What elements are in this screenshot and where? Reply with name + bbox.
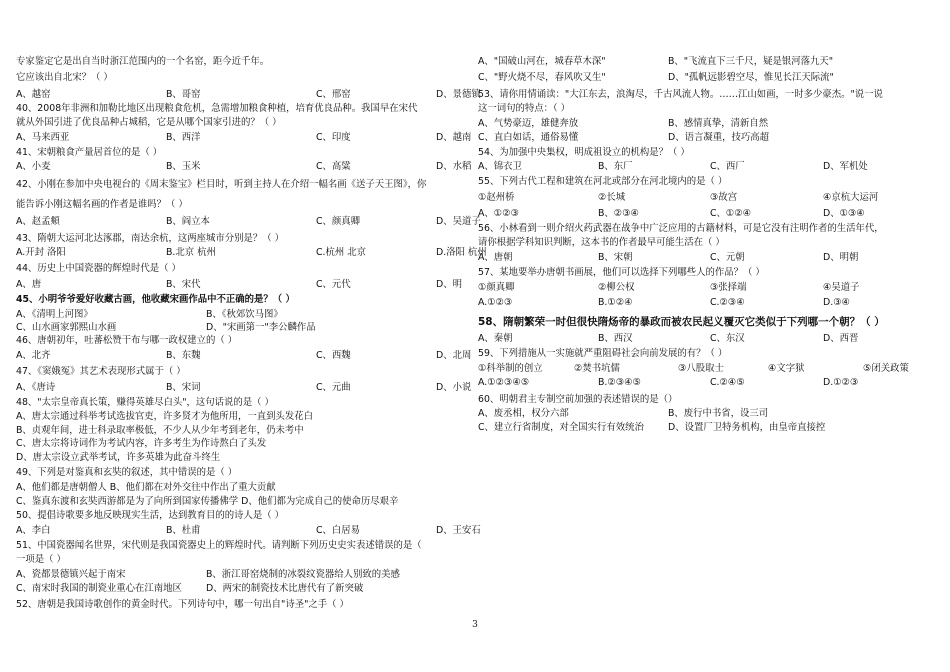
answer-option: D、小说 <box>436 382 472 393</box>
left-text-line: 一项是（ ） <box>16 554 66 565</box>
right-text-line: 53、请你用情诵读："大江东去，浪淘尽，千古风流人物。……江山如画，一时多少豪杰。"说一说 <box>478 89 883 100</box>
answer-option: C、"野火烧不尽，春风吹又生" <box>478 72 606 83</box>
answer-option: A、北齐 <box>16 350 51 361</box>
answer-option: B、东魏 <box>166 350 201 361</box>
answer-option: ④文字狱 <box>768 363 805 374</box>
answer-option: D、北周 <box>436 350 472 361</box>
answer-option: A、锦衣卫 <box>478 161 522 172</box>
answer-option: B、杜甫 <box>166 525 201 536</box>
answer-option: A、废丞相，权分六部 <box>478 408 569 419</box>
answer-option: A、越窑 <box>16 89 51 100</box>
answer-option: D、设置厂卫特务机构，由皇帝直接控 <box>668 422 826 433</box>
answer-option: B、宋代 <box>166 279 201 290</box>
answer-option: C.杭州 北京 <box>316 247 367 258</box>
answer-option: ①赵州桥 <box>478 192 515 203</box>
answer-option: B、②③④ <box>598 208 640 219</box>
left-text-line: 47、《窦娥冤》其艺术表现形式属于（ ） <box>16 366 186 377</box>
answer-option: C.②④⑤ <box>710 377 745 388</box>
answer-option: ③故宫 <box>710 192 738 203</box>
right-text-line: 这一词句的特点：（ ） <box>478 103 571 114</box>
answer-option: A、"国破山河在，城春草木深" <box>478 56 606 67</box>
answer-option: B、浙江哥窑烧制的冰裂纹瓷器给人别致的美感 <box>206 569 400 580</box>
left-text-line: C、唐太宗将诗词作为考试内容，许多考生为作诗熬白了头发 <box>16 438 267 449</box>
left-text-line: 专家鉴定它是出自当时浙江范围内的一个名窑，距今近千年。 <box>16 56 270 67</box>
answer-option: ⑤闭关政策 <box>863 363 909 374</box>
answer-option: A.①②③ <box>478 297 513 308</box>
answer-option: A、唐朝 <box>478 252 513 263</box>
right-text-line: 59、下列措施从一实施就严重阻碍社会向前发展的有？（ ） <box>478 348 728 359</box>
right-text-line: 请你根据学科知识判断，这本书的作者最早可能生活在（ ） <box>478 237 725 248</box>
answer-option: A、秦朝 <box>478 333 513 344</box>
answer-option: C.②③④ <box>710 297 745 308</box>
right-text-line: 54、为加强中央集权，明成祖设立的机构是？（ ） <box>478 147 690 158</box>
answer-option: ③八股取士 <box>678 363 724 374</box>
answer-option: B、宋词 <box>166 382 201 393</box>
answer-option: C、元代 <box>316 279 351 290</box>
answer-option: A、小麦 <box>16 161 51 172</box>
left-text-line: 46、唐朝初年，吐蕃松赞干布与哪一政权建立的（ ） <box>16 335 238 346</box>
answer-option: D、军机处 <box>823 161 868 172</box>
answer-option: D、明朝 <box>823 252 859 263</box>
answer-option: ④京杭大运河 <box>823 192 879 203</box>
answer-option: C、高粱 <box>316 161 351 172</box>
answer-option: B、宋朝 <box>598 252 633 263</box>
left-text-line: 41、宋朝粮食产量居首位的是（ ） <box>16 147 163 158</box>
answer-option: D、吴道子 <box>436 216 481 227</box>
answer-option: B、感情真挚，清新自然 <box>668 118 769 129</box>
answer-option: B.①②④ <box>598 297 633 308</box>
answer-option: C、元朝 <box>710 252 745 263</box>
left-text-line: 45、小明爷爷爱好收藏古画，他收藏宋画作品中不正确的是？（ ） <box>16 294 295 305</box>
answer-option: A、唐 <box>16 279 42 290</box>
answer-option: D、越南 <box>436 132 472 143</box>
answer-option: ②长城 <box>598 192 626 203</box>
answer-option: C、直白如话，通俗易懂 <box>478 132 579 143</box>
answer-option: D.洛阳 杭州 <box>436 247 487 258</box>
left-text-line: 50、提倡诗歌要多地反映现实生活，达到教育目的的诗人是（ ） <box>16 510 285 521</box>
answer-option: B、哥窑 <box>166 89 201 100</box>
answer-option: D、两宋的制瓷技术比唐代有了新突破 <box>206 583 364 594</box>
answer-option: B、"飞流直下三千尺，疑是银河落九天" <box>668 56 834 67</box>
answer-option: A、瓷都景德镇兴起于南宋 <box>16 569 126 580</box>
answer-option: B.②③④⑤ <box>598 377 642 388</box>
right-text-line: 57、某地要举办唐朝书画展，他们可以选择下列哪些人的作品？（ ） <box>478 267 765 278</box>
answer-option: C、印度 <box>316 132 351 143</box>
left-text-line: 它应该出自北宋？（ ） <box>16 72 113 83</box>
left-text-line: 49、下列是对鉴真和玄奘的叙述，其中错误的是（ ） <box>16 467 238 478</box>
answer-option: D、景德镇 <box>436 89 481 100</box>
answer-option: B、玉米 <box>166 161 201 172</box>
answer-option: ②焚书坑儒 <box>574 363 620 374</box>
left-text-line: 43、隋朝大运河北达涿郡，南达余杭，这两座城市分别是？（ ） <box>16 233 285 244</box>
answer-option: A、马来西亚 <box>16 132 70 143</box>
answer-option: A、赵孟頫 <box>16 216 60 227</box>
answer-option: D、西晋 <box>823 333 859 344</box>
left-text-line: 40、2008年非洲和加勒比地区出现粮食危机，急需增加粮食种植，培育优良品种。我国早在宋代 <box>16 103 418 114</box>
left-text-line: A、他们都是唐朝僧人 B、他们都在对外交往中作出了重大贡献 <box>16 482 276 493</box>
answer-option: A、《清明上河图》 <box>16 309 93 320</box>
answer-option: C、颜真卿 <box>316 216 361 227</box>
answer-option: C、①②④ <box>710 208 752 219</box>
answer-option: B、东厂 <box>598 161 633 172</box>
answer-option: D、明 <box>436 279 462 290</box>
answer-option: ④吴道子 <box>823 282 860 293</box>
right-text-line: 60、明朝君主专制空前加强的表述错误的是（） <box>478 394 678 405</box>
answer-option: C、白居易 <box>316 525 361 536</box>
answer-option: ①科举制的创立 <box>478 363 543 374</box>
answer-option: C、东汉 <box>710 333 745 344</box>
answer-option: A、气势豪迈，雄健奔放 <box>478 118 579 129</box>
right-text-line: 56、小林看到一则介绍火药武器在战争中广泛应用的古籍材料，可是它没有注明作者的生活年代， <box>478 223 884 234</box>
answer-option: B、西洋 <box>166 132 201 143</box>
answer-option: D.③④ <box>823 297 851 308</box>
answer-option: ②柳公权 <box>598 282 635 293</box>
answer-option: D、王安石 <box>436 525 481 536</box>
left-text-line: 52、唐朝是我国诗歌创作的黄金时代。下列诗句中，哪一句出自"诗圣"之手（ ） <box>16 599 349 610</box>
answer-option: A、李白 <box>16 525 51 536</box>
left-text-line: 51、中国瓷器闻名世界，宋代则是我国瓷器史上的辉煌时代。请判断下列历史史实表述错误的是（ <box>16 540 422 551</box>
answer-option: D、"宋画第一"李公麟作品 <box>206 322 316 333</box>
right-text-line: 55、下列古代工程和建筑在河北或部分在河北境内的是（ ） <box>478 176 728 187</box>
answer-option: A.①②③④⑤ <box>478 377 530 388</box>
left-text-line: 44、历史上中国瓷器的辉煌时代是（ ） <box>16 263 181 274</box>
answer-option: C、邢窑 <box>316 89 351 100</box>
page-number: 3 <box>472 620 478 630</box>
answer-option: A、《唐诗 <box>16 382 56 393</box>
answer-option: B、废行中书省，设三司 <box>668 408 769 419</box>
left-text-line: 能告诉小刚这幅名画的作者是谁吗？（ ） <box>16 199 188 210</box>
answer-option: B、西汉 <box>598 333 633 344</box>
answer-option: C、南宋时我国的制瓷业重心在江南地区 <box>16 583 182 594</box>
left-text-line: 就从外国引进了优良品种占城稻，它是从哪个国家引进的？（ ） <box>16 117 282 128</box>
answer-option: C、山水画家郭熙山水画 <box>16 322 117 333</box>
answer-option: C、建立行省制度，对全国实行有效统治 <box>478 422 644 433</box>
answer-option: D、语言凝重，技巧高超 <box>668 132 769 143</box>
answer-option: D.①②③ <box>823 377 859 388</box>
answer-option: B、《秋郊饮马图》 <box>206 309 283 320</box>
left-text-line: B、贞观年间，进士科录取率极低，不少人从少年考到老年，仍未考中 <box>16 425 304 436</box>
answer-option: ①颜真卿 <box>478 282 515 293</box>
answer-option: D、水稻 <box>436 161 472 172</box>
left-text-line: 42、小刚在参加中央电视台的《周末鉴宝》栏目时，听到主持人在介绍一幅名画《送子天王图》，你 <box>16 179 427 190</box>
answer-option: C、西厂 <box>710 161 745 172</box>
answer-option: C、西魏 <box>316 350 351 361</box>
answer-option: D、"孤帆远影碧空尽，惟见长江天际流" <box>668 72 834 83</box>
answer-option: A.开封 洛阳 <box>16 247 66 258</box>
left-text-line: A、唐太宗通过科举考试选拔官吏，许多贤才为他所用，一直到头发花白 <box>16 411 314 422</box>
right-text-line: 58、隋朝繁荣一时但很快隋炀帝的暴政而被农民起义覆灭它类似于下列哪一个朝？（ ） <box>478 316 885 328</box>
answer-option: ③张择端 <box>710 282 747 293</box>
answer-option: C、元曲 <box>316 382 351 393</box>
answer-option: D、①③④ <box>823 208 865 219</box>
left-text-line: D、唐太宗设立武举考试，许多英雄为此奋斗终生 <box>16 452 221 463</box>
left-text-line: C、鉴真东渡和玄奘西游都是为了向所到国家传播佛学 D、他们都为完成自己的使命历尽艰辛 <box>16 496 399 507</box>
answer-option: B、阎立本 <box>166 216 210 227</box>
answer-option: B.北京 杭州 <box>166 247 216 258</box>
left-text-line: 48、"太宗皇帝真长策，赚得英雄尽白头"，这句话说的是（ ） <box>16 397 274 408</box>
answer-option: A、①②③ <box>478 208 520 219</box>
